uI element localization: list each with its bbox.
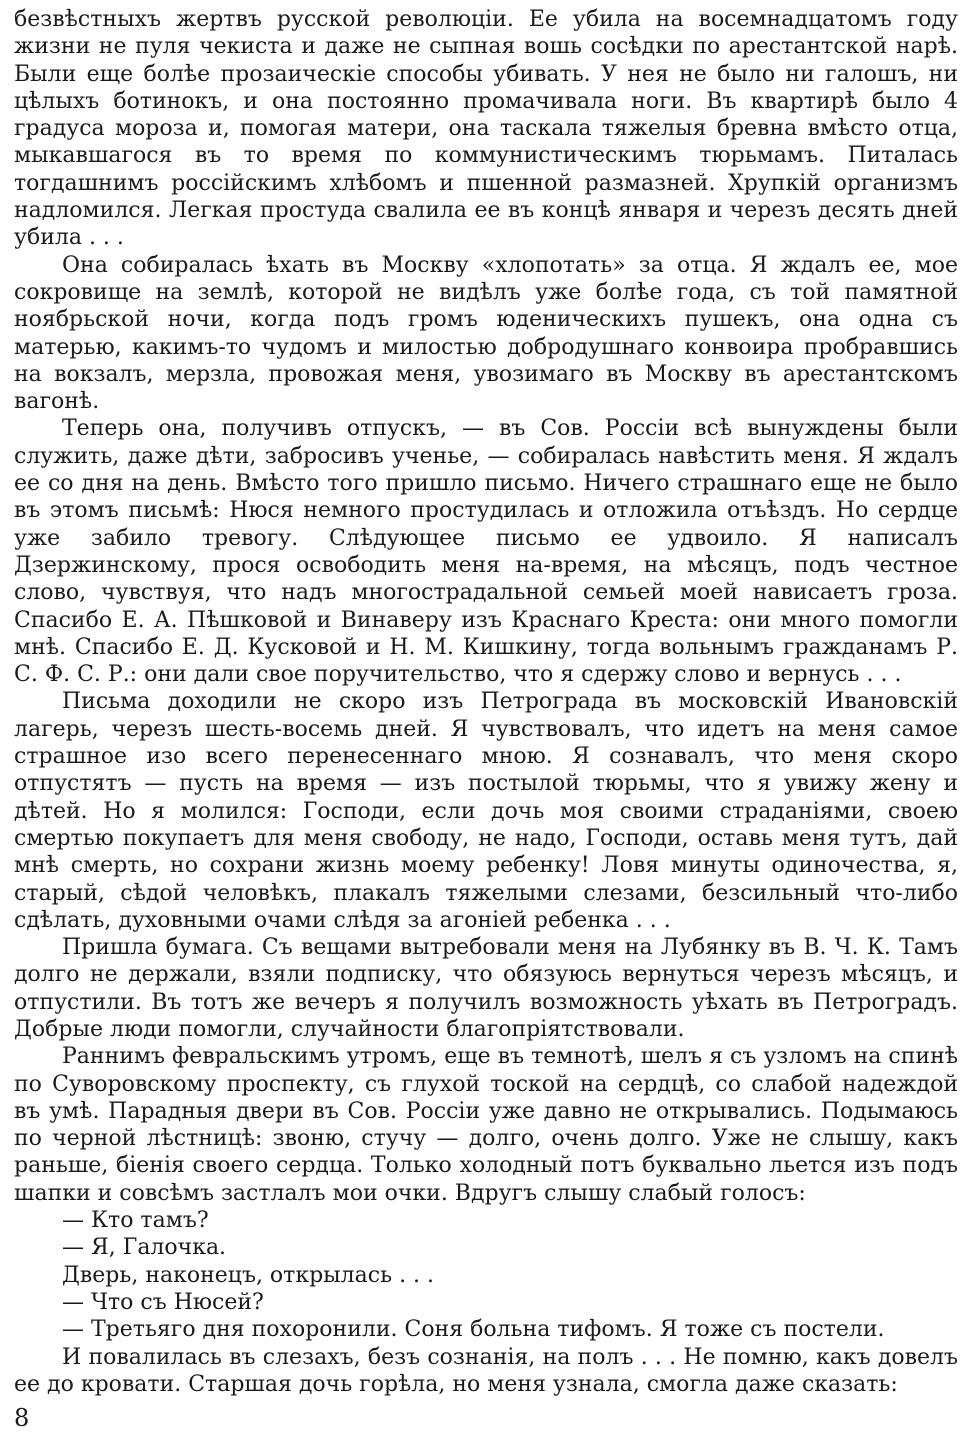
dialog-line-5: — Третьяго дня похоронили. Соня больна тифомъ. Я тоже съ постели. xyxy=(62,1317,885,1343)
dialog-line-1: — Кто тамъ? xyxy=(62,1208,209,1234)
paragraph-5: Пришла бумага. Съ вещами вытребовали меня на Лубянку въ В. Ч. К. Тамъ долго не держали, взяли подписку, что обязуюсь вернуться черезъ мѣсяцъ, и отпустили. Въ тотъ же вечеръ я получилъ возможность уѣхать въ Петроградъ. Добрые люди помогли, случайности благопріятствовали. xyxy=(14,935,958,1042)
paragraph-1: безвѣстныхъ жертвъ русской революціи. Ее убила на восемнадцатомъ году жизни не пуля чекиста и даже не сыпная вошь сосѣдки по арестантской нарѣ. Были еще болѣе прозаическіе способы убивать. У нея не было ни галошъ, ни цѣлыхъ ботинокъ, и она постоянно промачивала ноги. Въ квартирѣ было 4 градуса мороза и, помогая матери, она таскала тяжелыя бревна вмѣсто отца, мыкавшагося въ то время по коммунистическимъ тюрьмамъ. Питалась тогдашнимъ россійскимъ хлѣбомъ и пшенной размазней. Хрупкій организмъ надломился. Легкая простуда свалила ее въ концѣ января и черезъ десять дней убила . . . xyxy=(14,7,958,251)
dialog-line-2: — Я, Галочка. xyxy=(62,1235,227,1261)
paragraph-6: Раннимъ февральскимъ утромъ, еще въ темнотѣ, шелъ я съ узломъ на спинѣ по Суворовскому проспекту, съ глухой тоской на сердцѣ, со слабой надеждой въ умѣ. Парадныя двери въ Сов. Россіи уже давно не открывались. Подымаюсь по черной лѣстницѣ: звоню, стучу — долго, очень долго. Уже не слышу, какъ раньше, біенія своего сердца. Только холодный потъ буквально льется изъ подъ шапки и совсѣмъ застлалъ мои очки. Вдругъ слышу слабый голосъ: xyxy=(14,1044,958,1206)
paragraph-4: Письма доходили не скоро изъ Петрограда въ московскій Ивановскій лагерь, черезъ шесть-восемь дней. Я чувствовалъ, что идетъ на меня самое страшное изо всего перенесеннаго мною. Я сознавалъ, что меня скоро отпустятъ — пусть на время — изъ постылой тюрьмы, что я увижу жену и дѣтей. Но я молился: Господи, если дочь моя своими страданіями, своею смертью покупаетъ для меня свободу, не надо, Господи, оставь меня тутъ, дай мнѣ смерть, но сохрани жизнь моему ребенку! Ловя минуты одиночества, я, старый, сѣдой человѣкъ, плакалъ тяжелыми слезами, безсильный что-либо сдѣлать, духовными очами слѣдя за агоніей ребенка . . . xyxy=(14,689,958,933)
paragraph-2: Она собиралась ѣхать въ Москву «хлопотать» за отца. Я ждалъ ее, мое сокровище на землѣ, которой не видѣлъ уже болѣе года, съ той памятной ноябрьской ночи, когда подъ громъ юденическихъ пушекъ, она одна съ матерью, какимъ-то чудомъ и милостью добродушнаго конвоира пробравшись на вокзалъ, мерзла, провожая меня, увозимаго въ Москву въ арестантскомъ вагонѣ. xyxy=(14,252,958,415)
paragraph-7: И повалилась въ слезахъ, безъ сознанія, на полъ . . . Не помню, какъ довелъ ее до кровати. Старшая дочь горѣла, но меня узнала, смогла даже сказать: xyxy=(14,1344,958,1397)
page-number: 8 xyxy=(14,1404,30,1432)
dialog-line-3: Дверь, наконецъ, открылась . . . xyxy=(62,1262,435,1288)
page-body xyxy=(14,6,958,1398)
paragraph-3: Теперь она, получивъ отпускъ, — въ Сов. Россіи всѣ вынуждены были служить, даже дѣти, забросивъ ученье, — собиралась навѣстить меня. Я ждалъ ее со дня на день. Вмѣсто того пришло письмо. Ничего страшнаго еще не было въ этомъ письмѣ: Нюся немного простудилась и отложила отъѣздъ. Но сердце уже забило тревогу. Слѣдующее письмо ее удвоило. Я написалъ Дзержинскому, прося освободить меня на-время, на мѣсяцъ, подъ честное слово, чувствуя, что надъ многострадальной семьей моей нависаетъ гроза. Спасибо Е. А. Пѣшковой и Винаверу изъ Краснаго Креста: они много помогли мнѣ. Спасибо Е. Д. Кусковой и Н. М. Кишкину, тогда вольнымъ гражданамъ Р. С. Ф. С. Р.: они дали свое поручительство, что я сдержу слово и вернусь . . . xyxy=(14,416,958,688)
dialog-line-4: — Что съ Нюсей? xyxy=(62,1289,264,1315)
